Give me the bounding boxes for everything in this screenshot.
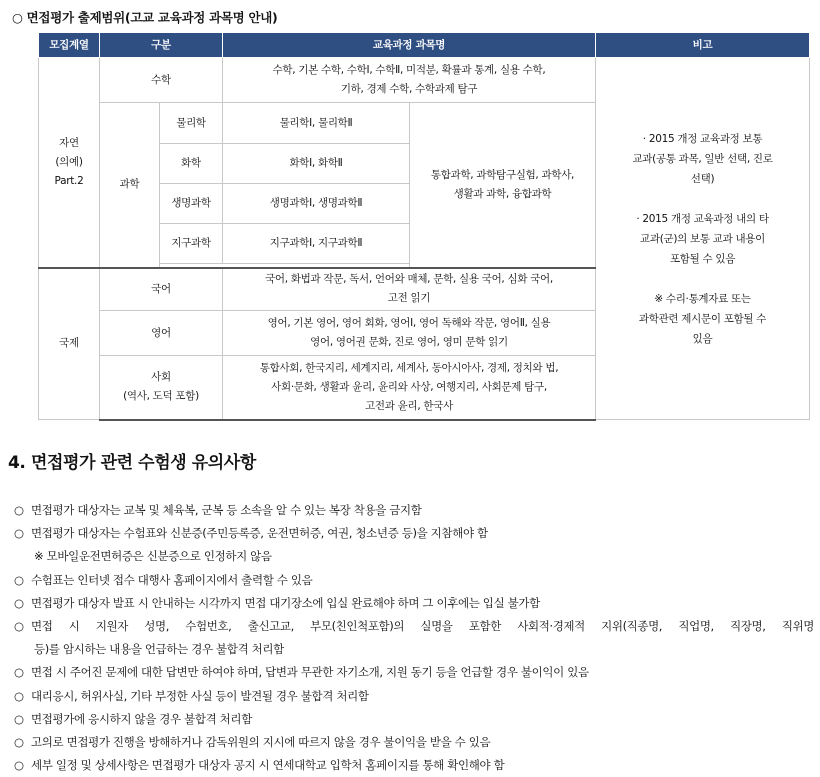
list-item: ○ 면접평가 대상자는 수험표와 신분증(주민등록증, 운전면허증, 여권, 청소년증 등)을 지참해야 함 xyxy=(14,522,814,545)
section-4-title: 4. 면접평가 관련 수험생 유의사항 xyxy=(8,453,256,473)
list-item: ○ 대리응시, 허위사실, 기타 부정한 사실 등이 발견될 경우 불합격 처리함 xyxy=(14,685,814,708)
science-biology-label: 생명과학 xyxy=(160,184,223,224)
science-biology-subjects: 생명과학Ⅰ, 생명과학Ⅱ xyxy=(223,184,410,224)
science-physics-label: 물리학 xyxy=(160,103,223,144)
list-item-note: ※ 모바일운전면허증은 신분증으로 인정하지 않음 xyxy=(34,549,272,564)
note-cell: · 2015 개정 교육과정 보통 교과(공통 과목, 일반 선택, 진로 선택) · 2015 개정 교육과정 내의 타 교과(군)의 보통 교과 내용이 포함될 수 있음 ※ 수리·통계자료 또는 과학관련 제시문이 포함될 수 있음 xyxy=(596,58,810,420)
science-physics-subjects: 물리학Ⅰ, 물리학Ⅱ xyxy=(223,103,410,144)
list-item: ○ 면접평가 대상자는 교복 및 체육복, 군복 등 소속을 알 수 있는 복장 착용을 금지함 xyxy=(14,499,814,522)
precautions-list xyxy=(14,499,814,777)
science-common-subjects: 통합과학, 과학탐구실험, 과학사, 생활과 과학, 융합과학 xyxy=(410,103,596,268)
table-header-row xyxy=(39,33,810,58)
circle-bullet-icon: ○ xyxy=(14,688,24,703)
circle-bullet-icon: ○ xyxy=(14,572,24,587)
circle-bullet-icon: ○ xyxy=(14,735,24,750)
track-international: 국제 xyxy=(39,268,100,420)
circle-bullet-icon: ○ xyxy=(14,758,24,773)
science-chemistry-subjects: 화학Ⅰ, 화학Ⅱ xyxy=(223,144,410,184)
list-item: ○ 수험표는 인터넷 접수 대행사 홈페이지에서 출력할 수 있음 xyxy=(14,569,814,592)
circle-bullet-icon: ○ xyxy=(14,503,24,517)
section-title: ○ 면접평가 출제범위(고교 교육과정 과목명 안내) xyxy=(12,10,278,25)
list-item: ○ 면접평가 대상자 발표 시 안내하는 시각까지 면접 대기장소에 입실 완료해야 하며 그 이후에는 입실 불가함 xyxy=(14,592,814,615)
circle-bullet-icon: ○ xyxy=(14,595,24,610)
math-subjects: 수학, 기본 수학, 수학Ⅰ, 수학Ⅱ, 미적분, 확률과 통계, 실용 수학, 기하, 경제 수학, 수학과제 탐구 xyxy=(223,58,596,103)
header-subjects: 교육과정 과목명 xyxy=(223,33,596,58)
header-note: 비고 xyxy=(596,33,810,58)
header-category: 구분 xyxy=(100,33,223,58)
table-row xyxy=(39,58,810,103)
header-track: 모집계열 xyxy=(39,33,100,58)
circle-bullet-icon: ○ xyxy=(14,711,24,726)
track-natural: 자연 (의예) Part.2 xyxy=(39,58,100,268)
science-earth-subjects: 지구과학Ⅰ, 지구과학Ⅱ xyxy=(223,224,410,264)
english-subjects: 영어, 기본 영어, 영어 회화, 영어Ⅰ, 영어 독해와 작문, 영어Ⅱ, 실용 영어, 영어권 문화, 진로 영어, 영미 문학 읽기 xyxy=(223,311,596,356)
list-item: ○ 면접 시 지원자 성명, 수험번호, 출신고교, 부모(친인척포함)의 실명을 포함한 사회적·경제적 지위(직종명, 직업명, 직장명, 직위명 xyxy=(14,615,814,638)
category-social: 사회 (역사, 도덕 포함) xyxy=(100,356,223,420)
science-chemistry-label: 화학 xyxy=(160,144,223,184)
circle-bullet-icon: ○ xyxy=(14,526,24,541)
list-item: ○ 고의로 면접평가 진행을 방해하거나 감독위원의 지시에 따르지 않을 경우 불이익을 받을 수 있음 xyxy=(14,731,814,754)
category-math: 수학 xyxy=(100,58,223,103)
category-korean: 국어 xyxy=(100,268,223,311)
circle-bullet-icon: ○ xyxy=(14,665,24,680)
list-item-continuation: 등)를 암시하는 내용을 언급하는 경우 불합격 처리함 xyxy=(34,642,284,657)
science-earth-label: 지구과학 xyxy=(160,224,223,264)
social-subjects: 통합사회, 한국지리, 세계지리, 세계사, 동아시아사, 경제, 정치와 법, 사회·문화, 생활과 윤리, 윤리와 사상, 여행지리, 사회문제 탐구, 고전과 윤리, 한국사 xyxy=(223,356,596,420)
category-english: 영어 xyxy=(100,311,223,356)
circle-bullet-icon: ○ xyxy=(14,619,24,634)
category-science: 과학 xyxy=(100,103,160,268)
exam-scope-table xyxy=(38,32,810,421)
list-item: ○ 면접 시 주어진 문제에 대한 답변만 하여야 하며, 답변과 무관한 자기소개, 지원 동기 등을 언급할 경우 불이익이 있음 xyxy=(14,661,814,684)
korean-subjects: 국어, 화법과 작문, 독서, 언어와 매체, 문학, 실용 국어, 심화 국어, 고전 읽기 xyxy=(223,268,596,311)
list-item: ○ 세부 일정 및 상세사항은 면접평가 대상자 공지 시 연세대학교 입학처 홈페이지를 통해 확인해야 함 xyxy=(14,754,814,777)
list-item: ○ 면접평가에 응시하지 않을 경우 불합격 처리함 xyxy=(14,708,814,731)
